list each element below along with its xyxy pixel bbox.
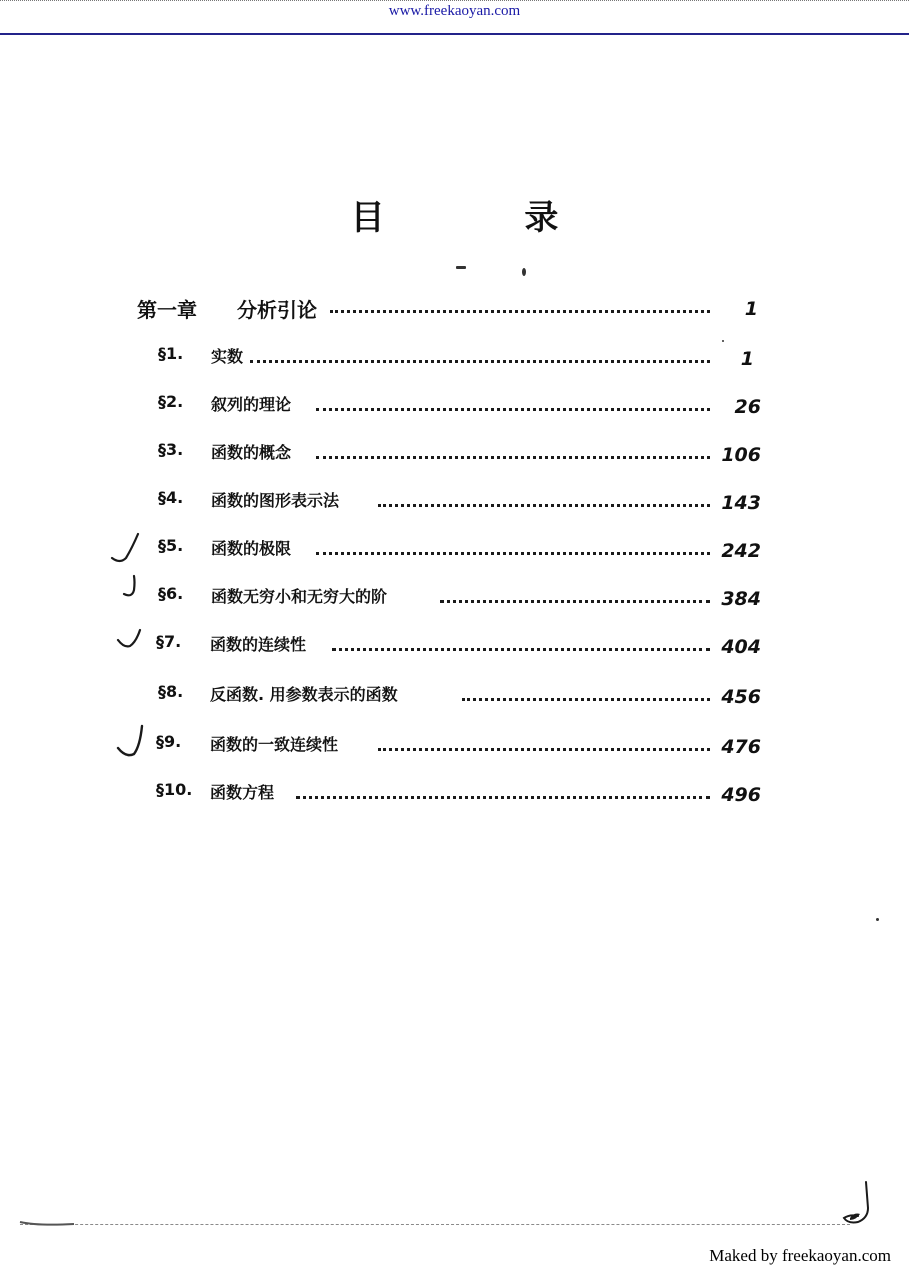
chapter-page: 1: [744, 298, 758, 320]
footer-credit: Maked by freekaoyan.com: [709, 1246, 891, 1265]
toc-leader-dots: [296, 782, 710, 799]
scan-bottom-left-mark: [18, 1216, 78, 1230]
handwritten-check-mark: [114, 626, 154, 656]
scan-speck: [722, 340, 724, 342]
section-number: §9.: [156, 732, 182, 751]
section-title: 函数的图形表示法: [211, 491, 340, 510]
section-page: 242: [721, 540, 761, 562]
toc-section-row: [0, 436, 909, 466]
toc-leader-dots: [332, 634, 710, 651]
toc-leader-dots: [440, 586, 710, 603]
section-number: §6.: [158, 584, 184, 603]
toc-chapter-row: [0, 290, 909, 320]
section-number: §8.: [158, 682, 184, 701]
chapter-title: 分析引论: [237, 298, 317, 322]
header-rule: [0, 33, 909, 35]
toc-section-row: [0, 340, 909, 370]
toc-section-row: [0, 484, 909, 514]
section-page: 496: [721, 784, 761, 806]
section-title: 实数: [211, 347, 244, 366]
section-title: 函数的一致连续性: [210, 735, 339, 754]
section-number: §3.: [158, 440, 184, 459]
section-title: 函数无穷小和无穷大的阶: [211, 587, 388, 606]
section-page: 106: [721, 444, 761, 466]
section-number: §7.: [156, 632, 182, 651]
toc-leader-dots: [378, 734, 710, 751]
toc-leader-dots: [330, 296, 710, 313]
section-number: §1.: [158, 344, 184, 363]
scan-speck: [522, 268, 526, 276]
section-page: 404: [721, 636, 761, 658]
toc-leader-dots: [378, 490, 710, 507]
section-title: 叙列的理论: [211, 395, 292, 414]
toc-section-row: [0, 388, 909, 418]
section-title: 函数方程: [210, 783, 275, 802]
handwritten-check-mark: [118, 572, 148, 602]
section-title: 函数的连续性: [210, 635, 307, 654]
section-page: 384: [721, 588, 761, 610]
section-number: §4.: [158, 488, 184, 507]
toc-leader-dots: [316, 538, 710, 555]
handwritten-check-mark: [114, 722, 154, 766]
toc-leader-dots: [316, 394, 710, 411]
scan-corner-curl: [836, 1178, 876, 1230]
section-page: 143: [721, 492, 761, 514]
section-number: §2.: [158, 392, 184, 411]
chapter-number: 第一章: [137, 298, 197, 322]
section-title: 函数的概念: [211, 443, 292, 462]
section-page: 456: [721, 686, 761, 708]
handwritten-check-mark: [108, 530, 148, 570]
toc-leader-dots: [250, 346, 710, 363]
section-page: 1: [740, 348, 754, 370]
page-title: 目 录: [350, 198, 623, 238]
section-page: 476: [721, 736, 761, 758]
toc-section-row: [0, 678, 909, 708]
section-page: 26: [734, 396, 761, 418]
header-url: www.freekaoyan.com: [388, 3, 521, 19]
scan-speck: [456, 266, 466, 269]
section-title: 函数的极限: [211, 539, 292, 558]
toc-leader-dots: [316, 442, 710, 459]
scan-bottom-edge: [20, 1224, 850, 1226]
section-number: §5.: [158, 536, 184, 555]
toc-section-row: [0, 776, 909, 806]
scan-speck: [876, 918, 879, 921]
section-title: 反函数. 用参数表示的函数: [210, 685, 398, 704]
section-number: §10.: [156, 780, 193, 799]
toc-leader-dots: [462, 684, 710, 701]
